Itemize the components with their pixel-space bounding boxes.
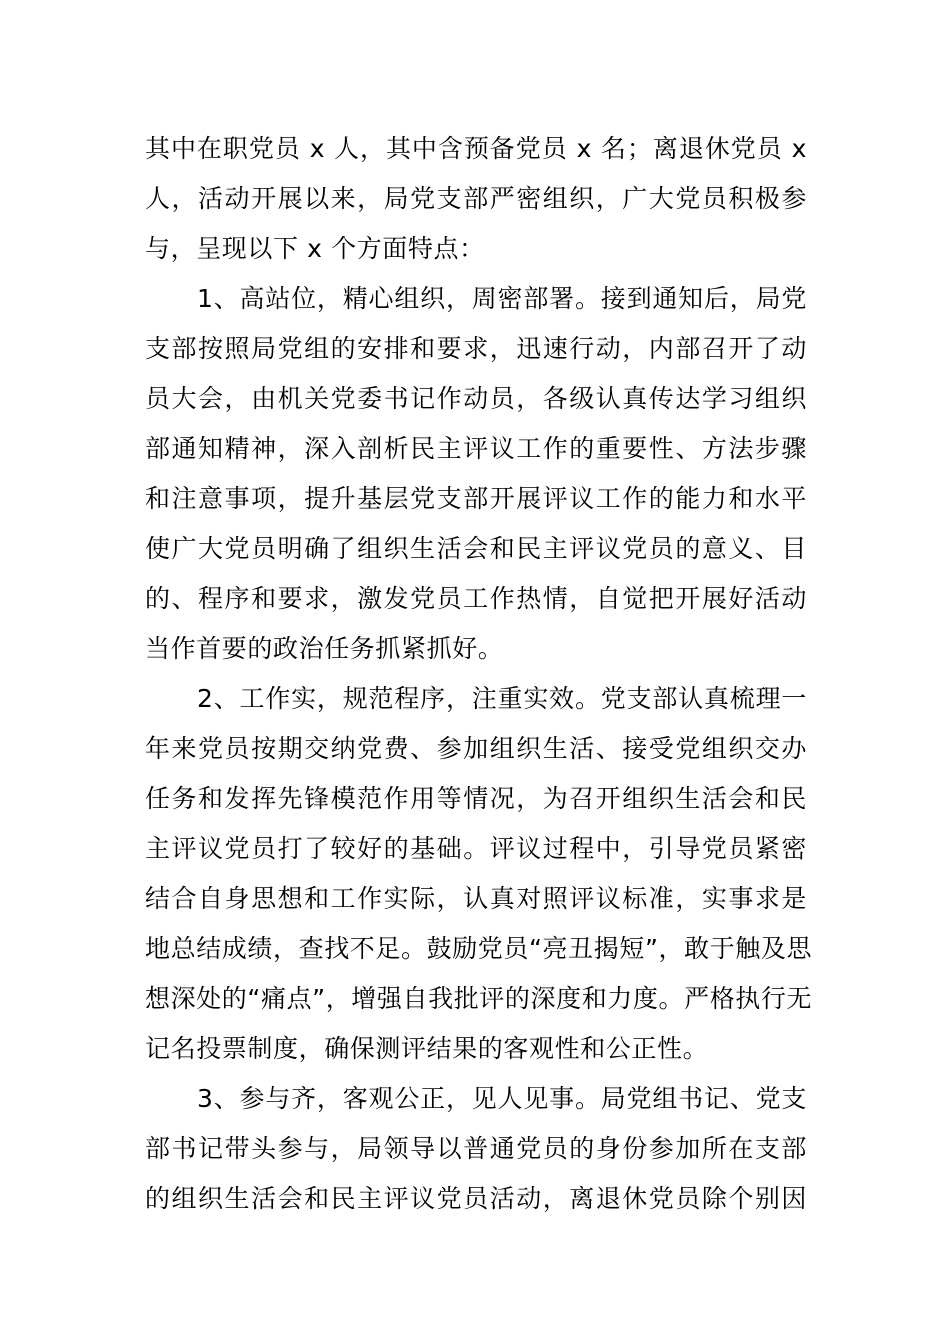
text-line: 的、程序和要求，激发党员工作热情，自觉把开展好活动 xyxy=(145,584,807,613)
text-line: 人，活动开展以来，局党支部严密组织，广大党员积极参 xyxy=(145,184,807,213)
text-line: 任务和发挥先锋模范作用等情况，为召开组织生活会和民 xyxy=(145,784,807,813)
paragraph-point-3 xyxy=(145,1074,807,1224)
text-line: 与，呈现以下 x 个方面特点： xyxy=(145,234,485,263)
text-line: 年来党员按期交纳党费、参加组织生活、接受党组织交办 xyxy=(145,734,807,763)
text-line: 其中在职党员 x 人，其中含预备党员 x 名；离退休党员 x xyxy=(145,134,807,163)
paragraph-intro xyxy=(145,124,807,274)
text-line: 的组织生活会和民主评议党员活动，离退休党员除个别因 xyxy=(145,1184,807,1213)
text-line: 当作首要的政治任务抓紧抓好。 xyxy=(145,634,504,663)
document-body xyxy=(145,124,813,1224)
paragraph-point-1 xyxy=(145,274,807,674)
text-line: 2、工作实，规范程序，注重实效。党支部认真梳理一 xyxy=(197,684,807,713)
text-line: 1、高站位，精心组织，周密部署。接到通知后，局党 xyxy=(197,284,807,313)
text-line: 部书记带头参与，局领导以普通党员的身份参加所在支部 xyxy=(145,1134,807,1163)
text-line: 主评议党员打了较好的基础。评议过程中，引导党员紧密 xyxy=(145,834,807,863)
text-line: 3、参与齐，客观公正，见人见事。局党组书记、党支 xyxy=(197,1084,807,1113)
text-line: 记名投票制度，确保测评结果的客观性和公正性。 xyxy=(145,1034,709,1063)
text-line: 支部按照局党组的安排和要求，迅速行动，内部召开了动 xyxy=(145,334,807,363)
text-line: 员大会，由机关党委书记作动员，各级认真传达学习组织 xyxy=(145,384,807,413)
paragraph-point-2 xyxy=(145,674,813,1074)
text-line: 使广大党员明确了组织生活会和民主评议党员的意义、目 xyxy=(145,534,807,563)
text-line: 结合自身思想和工作实际，认真对照评议标准，实事求是 xyxy=(145,884,807,913)
text-line: 和注意事项，提升基层党支部开展评议工作的能力和水平 xyxy=(145,484,807,513)
text-line: 部通知精神，深入剖析民主评议工作的重要性、方法步骤 xyxy=(145,434,807,463)
text-line: 想深处的“痛点”，增强自我批评的深度和力度。严格执行无 xyxy=(145,984,813,1013)
text-line: 地总结成绩，查找不足。鼓励党员“亮丑揭短”，敢于触及思 xyxy=(145,934,813,963)
